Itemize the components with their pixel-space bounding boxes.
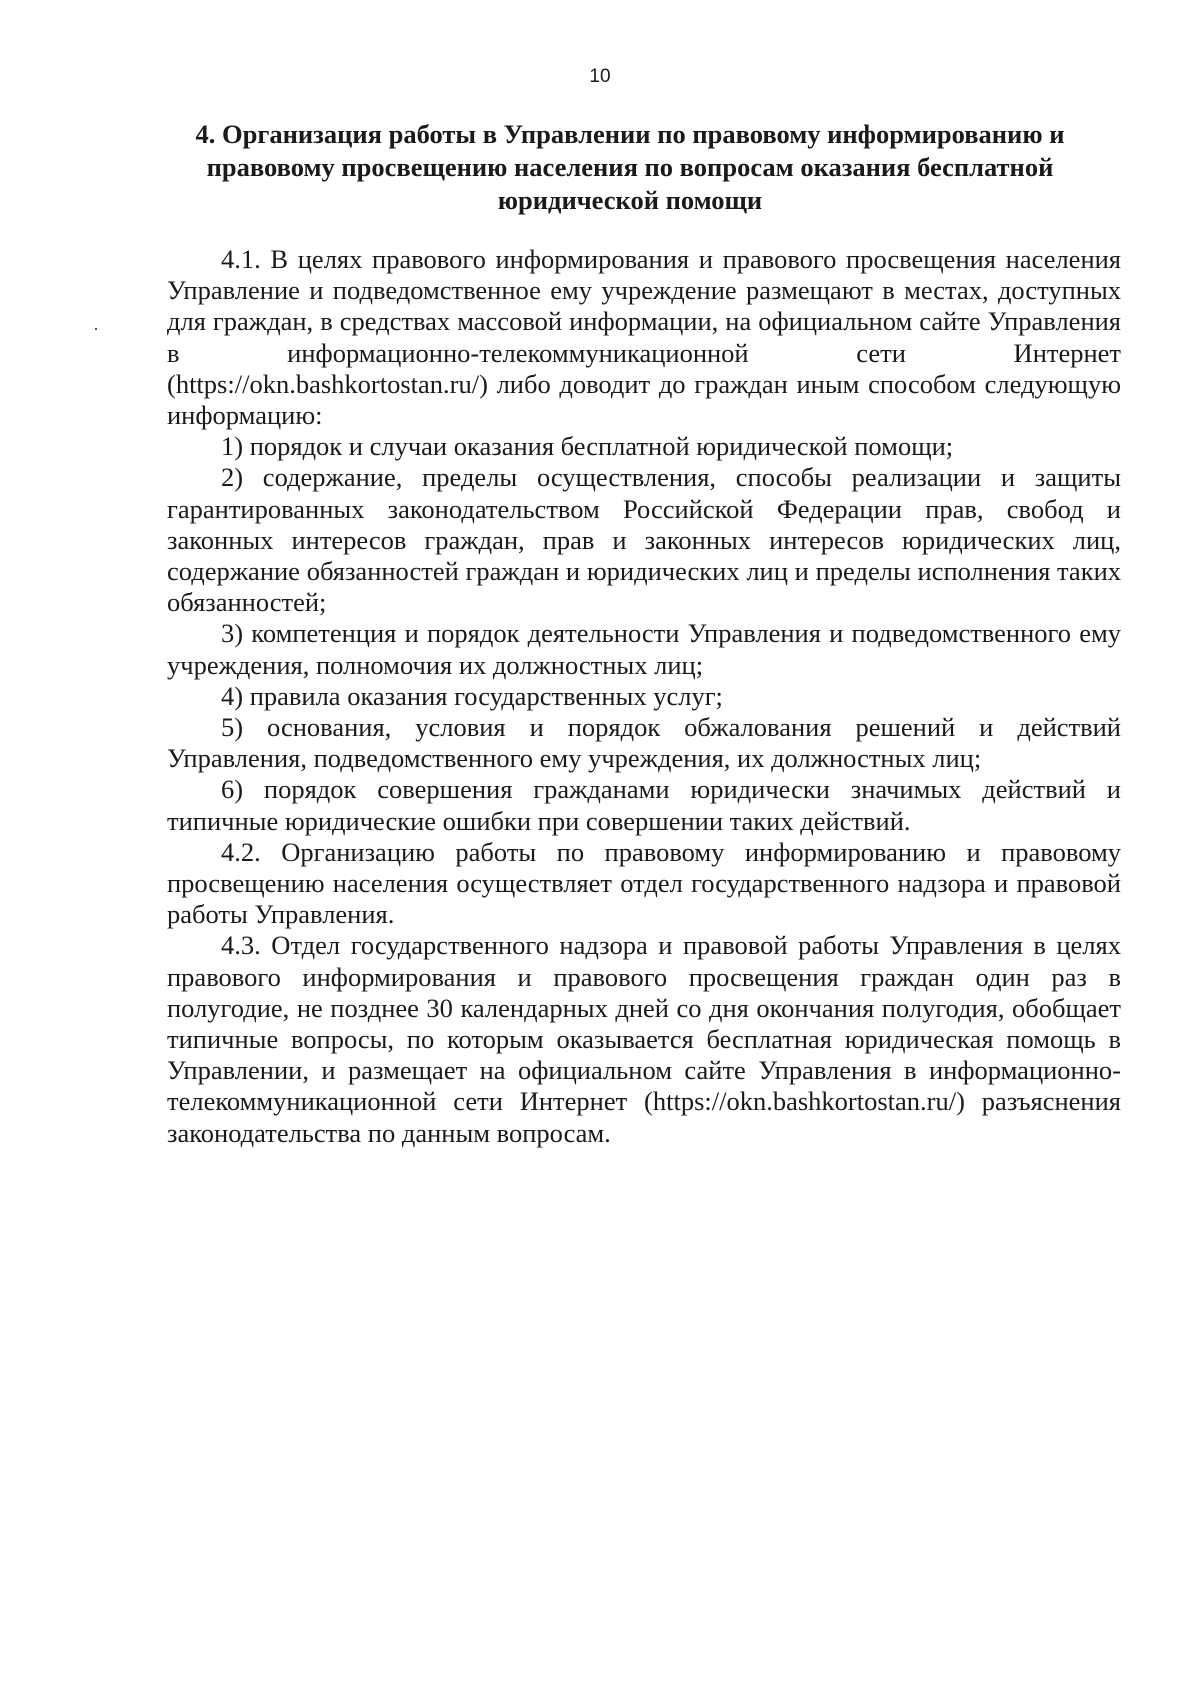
scan-mark [95, 328, 97, 330]
document-body [167, 244, 1121, 1149]
list-item-6: 6) порядок совершения гражданами юридически значимых действий и типичные юридические ошибки при совершении таких действий. [167, 774, 1121, 836]
list-item-5: 5) основания, условия и порядок обжалования решений и действий Управления, подведомственного ему учреждения, их должностных лиц; [167, 712, 1121, 774]
paragraph-4-2: 4.2. Организацию работы по правовому информированию и правовому просвещению населения осуществляет отдел государственного надзора и правовой работы Управления. [167, 836, 1121, 930]
paragraph-4-3: 4.3. Отдел государственного надзора и правовой работы Управления в целях правового информирования и правового просвещения граждан один раз в полугодие, не позднее 30 календарных дней со дня окончания полугодия, обобщает типичные вопросы, по которым оказывается бесплатная юридическая помощь в Управлении, и размещает на официальном сайте Управления в информационно-телекоммуникационной сети Интернет (https://okn.bashkortostan.ru/) разъяснения законодательства по данным вопросам. [167, 930, 1121, 1148]
list-item-2: 2) содержание, пределы осуществления, способы реализации и защиты гарантированных законодательством Российской Федерации прав, свобод и законных интересов граждан, прав и законных интересов юридических лиц, содержание обязанностей граждан и юридических лиц и пределы исполнения таких обязанностей; [167, 462, 1121, 618]
section-heading: 4. Организация работы в Управлении по правовому информированию и правовому просвещению населения по вопросам оказания бесплатной юридической помощи [195, 119, 1065, 215]
list-item-3: 3) компетенция и порядок деятельности Управления и подведомственного ему учреждения, полномочия их должностных лиц; [167, 618, 1121, 680]
list-item-4: 4) правила оказания государственных услуг; [221, 680, 723, 711]
page-number: 10 [589, 66, 611, 87]
list-item-1: 1) порядок и случаи оказания бесплатной юридической помощи; [221, 431, 954, 462]
paragraph-4-1: 4.1. В целях правового информирования и правового просвещения населения Управление и подведомственное ему учреждение размещают в местах, доступных для граждан, в средствах массовой информации, на официальном сайте Управления в информационно-телекоммуникационной сети Интернет (https://okn.bashkortostan.ru/) либо доводит до граждан иным способом следующую информацию: [167, 244, 1121, 431]
